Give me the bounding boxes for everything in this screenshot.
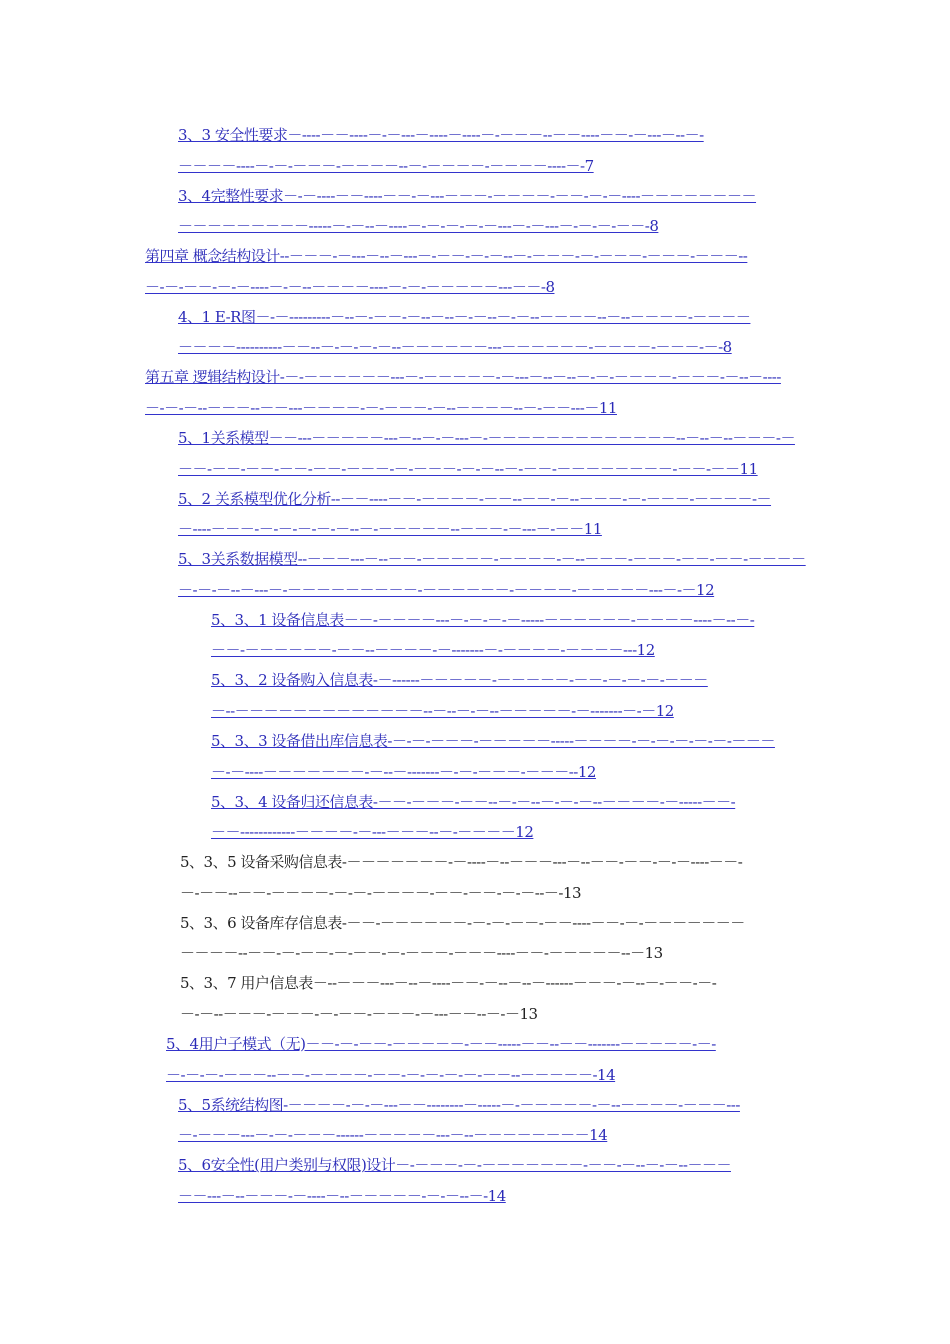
toc-entry-title: 第五章 逻辑结构设计-－-－－－－－－---－-－－－－－-－---－--－--－-－-－－－－-－－－-－--－----: [145, 368, 781, 387]
toc-entry-leader-page: －-－-－--－－－--－－---－－－－-－-－－－-－--－－－－--－-－－---－11: [145, 398, 617, 417]
toc-entry[interactable]: [211, 791, 806, 852]
toc-entry-leader-page: －-－－--－－-－－－－-－-－-－－－－-－－-－－-－-－--－-13: [180, 883, 582, 902]
toc-entry-leader-page: －－---－--－－－-－----－--－－－－－-－-－--－-14: [178, 1186, 506, 1205]
toc-entry-title: 5、3关系数据模型--－－－---－--－－-－－－－－-－－－－-－--－－－-－－－-－－-－－-－－－－: [178, 550, 806, 569]
toc-entry-title: 3、3 安全性要求－----－－----－-－---－----－----－-－－－--－－----－－-－---－--－-: [178, 126, 704, 144]
toc-entry-leader-page: －-－－－---－-－-－－－------－－－－－---－--－－－－－－－－14: [178, 1126, 608, 1145]
toc-entry-leader-page: －-－-－－-－-－----－-－--－－－－----－-－-－－－－－---－－-8: [145, 277, 555, 296]
toc-entry: [180, 851, 806, 912]
toc-entry[interactable]: [178, 185, 806, 246]
toc-entry-title: 5、3、7 用户信息表－--－－－---－--－----－－-－--－--－------－－－-－--－-－－-－-: [180, 974, 717, 993]
toc-entry-leader-page: －－－－----－-－-－－－-－－－－--－-－－－－-－－－－----－-7: [178, 156, 594, 175]
toc-entry-leader-page: －--－－－－－－－－－－－－－--－--－-－--－－－－－-－-------－-－12: [211, 701, 674, 720]
toc-entry-title: 4、1 E-R图－-－---------－--－-－－-－--－--－-－--－-－--－－－－--－--－－－－-－－－－: [178, 307, 751, 326]
toc-entry-title: 3、4完整性要求－-－----－－----－－-－---－－－-－－－－-－－-－-－----－－－－－－－－: [178, 186, 757, 205]
toc-entry-leader-page: －-－--－－－-－－－-－-－－-－－－-－---－－--－-－13: [180, 1004, 538, 1023]
toc-entry-leader-page: －-－----－－－－－－－-－--－-------－-－-－－－-－－－--12: [211, 762, 596, 781]
toc-entry[interactable]: [145, 366, 806, 427]
toc-entry-title: 5、3、3 设备借出库信息表-－-－-－－－-－－－－－-----－－－－-－-－-－-－-－-－－－: [211, 732, 775, 750]
toc-entry: [180, 972, 806, 1033]
toc-entry[interactable]: [178, 1154, 806, 1215]
toc-entry-title: 5、3、2 设备购入信息表-－------－－－－－-－－－－－-－－-－-－-－-－－－: [211, 671, 708, 690]
toc-entry-title: 5、3、6 设备库存信息表-－－-－－－－－－-－-－-－－-－－----－－-－-－－－－－－－: [180, 913, 745, 932]
toc-entry-title: 5、2 关系模型优化分析--－－----－－-－－－－-－－--－－-－--－－－-－-－－－-－－－－-－: [178, 489, 772, 508]
toc-entry-title: 5、5系统结构图-－－－－-－-－---－－--------－-----－-－－－－－-－--－－－－-－－－---: [178, 1095, 740, 1114]
toc-entry-title: 5、4用户子模式（无)－－-－-－－-－－－－－-－－-----－－--－－-------－－－－－-－-: [166, 1035, 716, 1053]
toc-entry-leader-page: －－－－－－－－－-----－-－--－----－-－-－-－-－---－-－---－-－-－-－－-8: [178, 217, 659, 236]
toc-entry-title: 5、3、5 设备采购信息表-－－－－－－－-－----－--－－－---－--－－-－－-－-－----－－-: [180, 853, 743, 872]
toc-entry-title: 5、1关系模型－－---－－－－－---－--－-－---－-－－－－－－－－－－－－－--－--－--－－－-－: [178, 429, 795, 447]
toc-entry[interactable]: [211, 669, 806, 730]
toc-entry-leader-page: －－－－----------－－--－-－-－-－--－－－－－－---－－－－－－-－－－－-－－－-－-8: [178, 338, 732, 357]
toc-entry-title: 5、6安全性(用户类别与权限)设计－-－－－-－-－－－－－－－-－－-－--－-－--－－－: [178, 1156, 731, 1175]
toc-entry[interactable]: [145, 245, 806, 306]
toc-entry-title: 5、3、1 设备信息表－－-－－－－---－-－-－-－-----－－－－－－-－－－－----－--－-: [211, 610, 755, 629]
toc-entry-title: 第四章 概念结构设计--－－－-－---－--－---－-－－-－-－--－-－－－-－-－－－-－－－-－－－--: [145, 247, 748, 266]
toc-entry[interactable]: [178, 488, 806, 549]
toc-entry-title: 5、3、4 设备归还信息表-－－-－－－-－－--－-－--－-－-－--－－－－-－-----－－-: [211, 792, 736, 811]
toc-entry[interactable]: [178, 124, 806, 185]
toc-entry[interactable]: [211, 730, 806, 791]
toc-entry: [180, 912, 806, 973]
toc-entry[interactable]: [178, 427, 806, 488]
toc-entry[interactable]: [178, 306, 806, 367]
toc-entry[interactable]: [211, 609, 806, 670]
toc-entry-leader-page: －----－－－-－-－-－-－-－--－-－－－－－--－－－-－---－-－－11: [178, 520, 602, 539]
toc-entry-leader-page: －－-－－－－－－-－－--－－－－-－-------－-－－－－-－－－－---12: [211, 641, 655, 660]
toc-entry-leader-page: －-－-－-－－－--－－-－－－－-－－-－-－-－-－-－－--－－－－－-14: [166, 1065, 616, 1084]
toc-entry[interactable]: [178, 1094, 806, 1155]
toc-entry-leader-page: －－－－--－－-－-－－-－-－－-－-－－－-－－－----－－-－－－－－--－13: [180, 944, 663, 963]
toc-entry[interactable]: [178, 548, 806, 609]
toc-entry-leader-page: －－-－－-－－-－－-－－-－－－-－-－－－-－-－--－-－－-－－－－－－－－-－－-－－11: [178, 459, 758, 478]
toc-entry-leader-page: －－------------－－－－-－---－－－--－-－－－－12: [211, 823, 534, 842]
toc-entry-leader-page: －-－-－--－---－-－－－－－－－－－-－－－－－－-－－－－-－－－－－---－-－12: [178, 580, 715, 599]
toc-entry[interactable]: [166, 1033, 806, 1094]
